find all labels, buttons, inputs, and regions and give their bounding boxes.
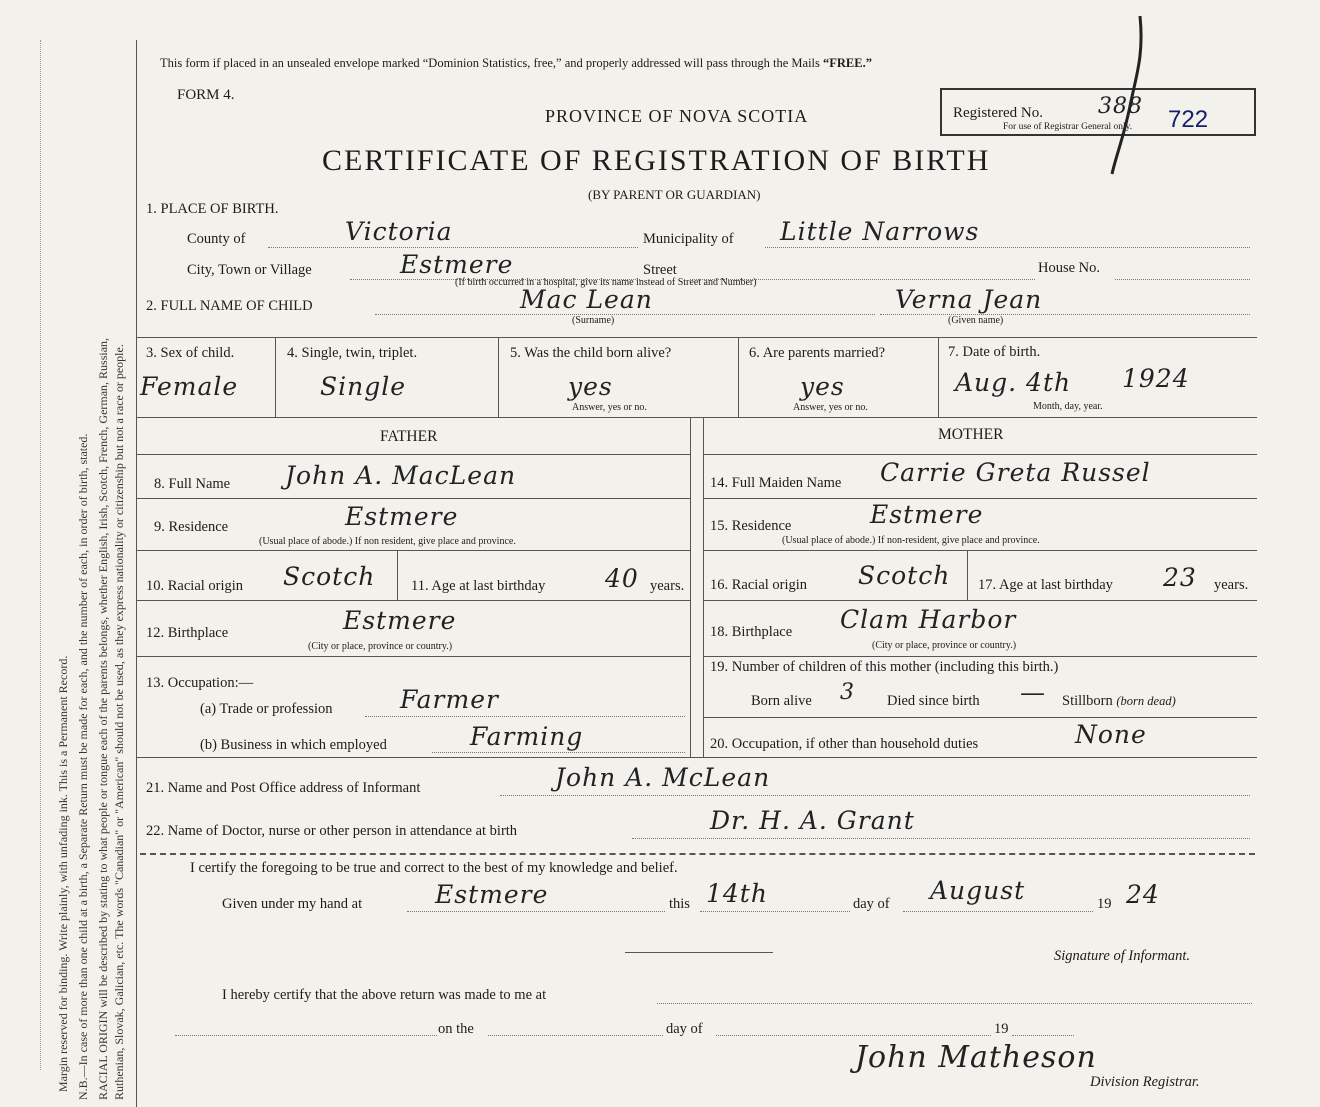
registrar-note: For use of Registrar General only. — [1003, 122, 1133, 132]
father-residence-note: (Usual place of abode.) If non resident, give place and province. — [259, 536, 516, 547]
born-alive-value: yes — [568, 372, 613, 401]
parents-married-value: yes — [800, 372, 845, 401]
plurality-value: Single — [320, 372, 407, 401]
mother-occupation-label: 20. Occupation, if other than household duties — [710, 736, 979, 752]
father-name-label: 8. Full Name — [154, 476, 231, 492]
stillborn-note: (born dead) — [1116, 694, 1176, 708]
father-birthplace-note: (City or place, province or country.) — [308, 641, 453, 652]
mother-residence-value: Estmere — [870, 500, 984, 529]
city-value: Estmere — [400, 250, 514, 279]
county-label: County of — [187, 231, 246, 247]
birth-year-value: 1924 — [1122, 364, 1190, 393]
multiple-birth-note: N.B.—In case of more than one child at a birth, a Separate Return must be made for each, and the number of each, in order of birth, stated. — [76, 433, 90, 1100]
trade-value: Farmer — [400, 685, 499, 714]
children-count-label: 19. Number of children of this mother (including this birth.) — [710, 659, 1059, 675]
mother-age-unit: years. — [1214, 577, 1249, 593]
father-residence-value: Estmere — [345, 502, 459, 531]
father-heading: FATHER — [380, 428, 438, 445]
mother-age-value: 23 — [1163, 563, 1197, 592]
business-value: Farming — [470, 722, 584, 751]
this-label: this — [669, 896, 690, 912]
mother-race-value: Scotch — [858, 561, 951, 590]
binding-note: Margin reserved for binding. Write plainly, with unfading ink. This is a Permanent Record. — [56, 655, 70, 1092]
date-of-birth-value: Aug. 4th — [955, 368, 1072, 397]
return-label: I hereby certify that the above return was made to me at — [222, 987, 547, 1003]
certify-divider — [140, 853, 1255, 855]
municipality-label: Municipality of — [643, 231, 734, 247]
mother-name-value: Carrie Greta Russel — [880, 458, 1151, 487]
parents-married-note: Answer, yes or no. — [793, 402, 868, 413]
municipality-value: Little Narrows — [780, 217, 980, 246]
racial-origin-note: RACIAL ORIGIN will be described by stating to what people or tongue each of the parents belongs, whether English, Irish, Scotch, French, German, Russian, — [96, 337, 110, 1100]
mother-birthplace-value: Clam Harbor — [840, 605, 1017, 634]
mother-age-label: 17. Age at last birthday — [978, 577, 1113, 593]
given-name-caption: (Given name) — [948, 315, 1004, 326]
place-of-birth-label: 1. PLACE OF BIRTH. — [146, 201, 279, 217]
mother-birthplace-note: (City or place, province or country.) — [872, 640, 1017, 651]
mother-race-label: 16. Racial origin — [710, 577, 808, 593]
on-the-label: on the — [438, 1021, 474, 1037]
child-given-name: Verna Jean — [895, 285, 1043, 314]
sex-value: Female — [140, 372, 239, 401]
mother-birthplace-label: 18. Birthplace — [710, 624, 793, 640]
county-value: Victoria — [345, 217, 453, 246]
father-birthplace-label: 12. Birthplace — [146, 625, 229, 641]
registered-label: Registered No. — [953, 105, 1043, 121]
father-age-unit: years. — [650, 578, 685, 594]
died-since-birth-label: Died since birth — [887, 693, 980, 709]
father-birthplace-value: Estmere — [343, 606, 457, 635]
date-of-birth-label: 7. Date of birth. — [948, 344, 1041, 360]
street-label: Street — [643, 262, 677, 278]
born-alive-count-value: 3 — [840, 680, 855, 705]
year-19-label: 19 — [994, 1021, 1009, 1037]
mother-name-label: 14. Full Maiden Name — [710, 475, 842, 491]
division-registrar-label: Division Registrar. — [1090, 1074, 1200, 1090]
house-number-label: House No. — [1038, 260, 1101, 276]
plurality-label: 4. Single, twin, triplet. — [287, 345, 418, 361]
certify-statement: I certify the foregoing to be true and correct to the best of my knowledge and belief. — [190, 860, 678, 876]
given-place-value: Estmere — [435, 880, 549, 909]
registered-stamp: 722 — [1168, 106, 1209, 133]
born-alive-note: Answer, yes or no. — [572, 402, 647, 413]
mother-residence-note: (Usual place of abode.) If non-resident, give place and province. — [782, 535, 1040, 546]
father-race-value: Scotch — [283, 562, 376, 591]
given-year-value: 24 — [1126, 880, 1160, 909]
doctor-label: 22. Name of Doctor, nurse or other person in attendance at birth — [146, 823, 518, 839]
day-of-label-2: day of — [666, 1021, 703, 1037]
year-prefix: 19 — [1097, 896, 1112, 912]
father-race-label: 10. Racial origin — [146, 578, 244, 594]
born-alive-label: 5. Was the child born alive? — [510, 345, 672, 361]
registrar-signature: John Matheson — [855, 1040, 1097, 1075]
form-number: FORM 4. — [177, 87, 235, 103]
trade-label: (a) Trade or profession — [200, 701, 333, 717]
hospital-note: (If birth occurred in a hospital, give its name instead of Street and Number) — [455, 277, 757, 288]
informant-label: 21. Name and Post Office address of Informant — [146, 780, 421, 796]
certificate-title: CERTIFICATE OF REGISTRATION OF BIRTH — [322, 144, 991, 177]
father-age-value: 40 — [605, 564, 639, 593]
mother-occupation-value: None — [1075, 720, 1147, 749]
child-name-label: 2. FULL NAME OF CHILD — [146, 298, 313, 314]
father-residence-label: 9. Residence — [154, 519, 229, 535]
registered-value: 388 — [1098, 94, 1143, 119]
registrar-check-mark — [1100, 16, 1160, 176]
left-margin — [0, 0, 136, 1107]
surname-caption: (Surname) — [572, 315, 615, 326]
born-alive-count-label: Born alive — [751, 693, 812, 709]
parents-married-label: 6. Are parents married? — [749, 345, 886, 361]
given-day-value: 14th — [706, 879, 768, 908]
child-surname: Mac Lean — [520, 285, 653, 314]
margin-line — [40, 40, 41, 1070]
certificate-subtitle: (BY PARENT OR GUARDIAN) — [588, 187, 761, 202]
sex-label: 3. Sex of child. — [146, 345, 235, 361]
informant-signature-label: Signature of Informant. — [1054, 948, 1191, 964]
mail-note: This form if placed in an unsealed envelope marked “Dominion Statistics, free,” and properly addressed will pass through the Mails “FREE.” — [160, 56, 872, 70]
province-heading: PROVINCE OF NOVA SCOTIA — [545, 106, 809, 126]
mother-residence-label: 15. Residence — [710, 518, 792, 534]
mother-heading: MOTHER — [938, 426, 1004, 443]
doctor-value: Dr. H. A. Grant — [710, 806, 915, 835]
father-age-label: 11. Age at last birthday — [411, 578, 546, 594]
racial-origin-note-2: Ruthenian, Slovak, Galician, etc. The words "Canadian" or "American" should not be used, as they express nationality or citizenship but not a race or people. — [112, 344, 126, 1100]
died-since-birth-value: — — [1020, 678, 1046, 707]
day-of-label: day of — [853, 896, 890, 912]
form-left-border — [136, 40, 137, 1107]
informant-value: John A. McLean — [555, 763, 771, 792]
date-of-birth-note: Month, day, year. — [1033, 401, 1103, 412]
given-month-value: August — [930, 876, 1026, 905]
occupation-label: 13. Occupation:— — [146, 675, 254, 691]
father-name-value: John A. MacLean — [285, 461, 517, 490]
city-label: City, Town or Village — [187, 262, 312, 278]
stillborn-label: Stillborn (born dead) — [1062, 693, 1176, 709]
given-under-hand-label: Given under my hand at — [222, 896, 363, 912]
business-label: (b) Business in which employed — [200, 737, 387, 753]
